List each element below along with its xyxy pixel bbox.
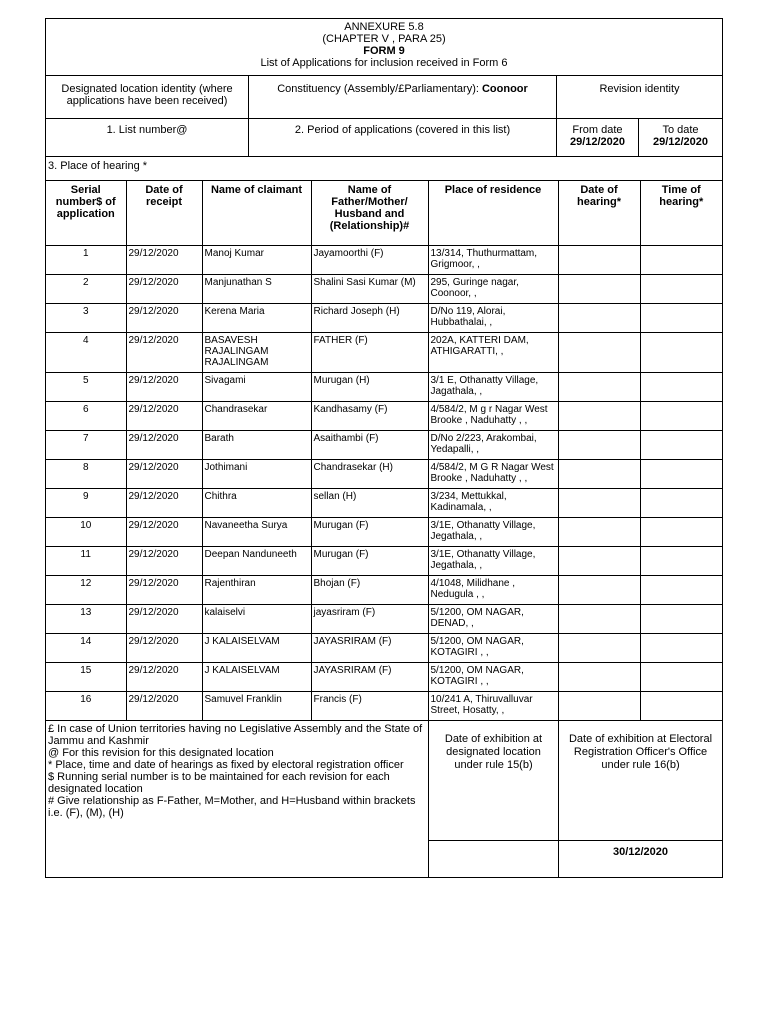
- col-name-of-claimant: Name of claimant: [202, 181, 311, 245]
- cell-name: Chithra: [202, 488, 311, 517]
- period-label: 2. Period of applications (covered in this list): [249, 119, 557, 156]
- footer-section: [46, 721, 722, 877]
- place-of-hearing-row: [46, 157, 722, 181]
- cell-residence: 3/1E, Othanatty Village, Jegathala, ,: [428, 517, 558, 546]
- col-relation: Name of Father/Mother/ Husband and (Relationship)#: [311, 181, 428, 245]
- to-date-field: [639, 119, 722, 156]
- cell-relation: Shalini Sasi Kumar (M): [311, 274, 428, 303]
- cell-residence: 202A, KATTERI DAM, ATHIGARATTI, ,: [428, 332, 558, 372]
- constituency-value: Coonoor: [481, 83, 528, 95]
- cell-relation: Murugan (F): [311, 517, 428, 546]
- cell-serial: 12: [46, 575, 126, 604]
- cell-date-of-hearing: [558, 401, 640, 430]
- exhibition-ero-column: [559, 721, 722, 877]
- cell-time-of-hearing: [640, 430, 722, 459]
- cell-time-of-hearing: [640, 274, 722, 303]
- list-number-label: 1. List number@: [46, 119, 249, 156]
- cell-name: Manjunathan S: [202, 274, 311, 303]
- constituency-field: [249, 76, 557, 118]
- cell-residence: 4/1048, Milidhane , Nedugula , ,: [428, 575, 558, 604]
- cell-name: BASAVESH RAJALINGAM RAJALINGAM: [202, 332, 311, 372]
- cell-relation: Bhojan (F): [311, 575, 428, 604]
- cell-name: Rajenthiran: [202, 575, 311, 604]
- exhibition-designated-date: [429, 841, 558, 877]
- cell-serial: 7: [46, 430, 126, 459]
- cell-date-of-hearing: [558, 633, 640, 662]
- cell-relation: jayasriram (F): [311, 604, 428, 633]
- cell-serial: 4: [46, 332, 126, 372]
- form-number: FORM 9: [363, 45, 405, 57]
- table-body: [46, 245, 722, 720]
- cell-date: 29/12/2020: [126, 575, 202, 604]
- col-date-of-receipt: Date of receipt: [126, 181, 202, 245]
- table-row: [46, 517, 722, 546]
- cell-residence: 3/234, Mettukkal, Kadinamala, ,: [428, 488, 558, 517]
- cell-date-of-hearing: [558, 662, 640, 691]
- footnotes: [46, 721, 429, 877]
- cell-date: 29/12/2020: [126, 303, 202, 332]
- table-row: [46, 332, 722, 372]
- cell-relation: JAYASRIRAM (F): [311, 662, 428, 691]
- cell-relation: Asaithambi (F): [311, 430, 428, 459]
- cell-residence: 13/314, Thuthurmattam, Grigmoor, ,: [428, 245, 558, 274]
- cell-date: 29/12/2020: [126, 274, 202, 303]
- cell-date-of-hearing: [558, 459, 640, 488]
- cell-serial: 6: [46, 401, 126, 430]
- cell-time-of-hearing: [640, 459, 722, 488]
- form-header: [46, 19, 722, 76]
- cell-date: 29/12/2020: [126, 517, 202, 546]
- cell-residence: 5/1200, OM NAGAR, KOTAGIRI , ,: [428, 633, 558, 662]
- info-row-1: [46, 76, 722, 119]
- cell-serial: 2: [46, 274, 126, 303]
- from-date-label: From date: [572, 124, 623, 136]
- cell-name: Chandrasekar: [202, 401, 311, 430]
- cell-serial: 14: [46, 633, 126, 662]
- cell-relation: JAYASRIRAM (F): [311, 633, 428, 662]
- cell-relation: Francis (F): [311, 691, 428, 720]
- cell-relation: Jayamoorthi (F): [311, 245, 428, 274]
- constituency-label: Constituency (Assembly/£Parliamentary):: [277, 83, 482, 95]
- cell-residence: 4/584/2, M g r Nagar West Brooke , Naduhatty , ,: [428, 401, 558, 430]
- table-row: [46, 372, 722, 401]
- footnote-union-territories: £ In case of Union territories having no Legislative Assembly and the State of Jammu and Kashmir: [48, 722, 423, 747]
- cell-time-of-hearing: [640, 401, 722, 430]
- cell-date-of-hearing: [558, 691, 640, 720]
- cell-date-of-hearing: [558, 488, 640, 517]
- to-date-label: To date: [662, 124, 699, 136]
- cell-serial: 13: [46, 604, 126, 633]
- cell-serial: 11: [46, 546, 126, 575]
- cell-residence: D/No 119, Alorai, Hubbathalai, ,: [428, 303, 558, 332]
- footnote-relationship: # Give relationship as F-Father, M=Mother, and H=Husband within brackets i.e. (F), (M), (H): [48, 794, 416, 819]
- cell-name: Navaneetha Surya: [202, 517, 311, 546]
- cell-name: Deepan Nanduneeth: [202, 546, 311, 575]
- cell-date: 29/12/2020: [126, 546, 202, 575]
- cell-time-of-hearing: [640, 633, 722, 662]
- table-row: [46, 546, 722, 575]
- cell-relation: Murugan (H): [311, 372, 428, 401]
- cell-serial: 5: [46, 372, 126, 401]
- exhibition-ero-label: Date of exhibition at Electoral Registration Officer's Office under rule 16(b): [559, 721, 722, 841]
- cell-date: 29/12/2020: [126, 488, 202, 517]
- cell-time-of-hearing: [640, 488, 722, 517]
- cell-serial: 3: [46, 303, 126, 332]
- table-row: [46, 430, 722, 459]
- cell-residence: 295, Guringe nagar, Coonoor, ,: [428, 274, 558, 303]
- cell-serial: 1: [46, 245, 126, 274]
- cell-time-of-hearing: [640, 604, 722, 633]
- cell-residence: 5/1200, OM NAGAR, KOTAGIRI , ,: [428, 662, 558, 691]
- cell-serial: 8: [46, 459, 126, 488]
- cell-serial: 15: [46, 662, 126, 691]
- cell-date-of-hearing: [558, 430, 640, 459]
- exhibition-designated-column: [429, 721, 559, 877]
- cell-date: 29/12/2020: [126, 691, 202, 720]
- cell-name: Barath: [202, 430, 311, 459]
- cell-residence: 5/1200, OM NAGAR, DENAD, ,: [428, 604, 558, 633]
- cell-relation: Richard Joseph (H): [311, 303, 428, 332]
- cell-date: 29/12/2020: [126, 372, 202, 401]
- cell-relation: Chandrasekar (H): [311, 459, 428, 488]
- revision-identity-label: Revision identity: [599, 83, 680, 95]
- cell-name: Jothimani: [202, 459, 311, 488]
- footnote-hearings: * Place, time and date of hearings as fixed by electoral registration officer: [48, 758, 404, 771]
- cell-relation: Kandhasamy (F): [311, 401, 428, 430]
- cell-residence: D/No 2/223, Arakombai, Yedapalli, ,: [428, 430, 558, 459]
- cell-time-of-hearing: [640, 662, 722, 691]
- cell-name: Manoj Kumar: [202, 245, 311, 274]
- designated-location-label: Designated location identity (where applications have been received): [46, 76, 249, 118]
- cell-date-of-hearing: [558, 546, 640, 575]
- table-row: [46, 662, 722, 691]
- cell-relation: sellan (H): [311, 488, 428, 517]
- cell-residence: 10/241 A, Thiruvalluvar Street, Hosatty, ,: [428, 691, 558, 720]
- applications-table: [46, 181, 722, 721]
- cell-residence: 3/1 E, Othanatty Village, Jagathala, ,: [428, 372, 558, 401]
- cell-date-of-hearing: [558, 517, 640, 546]
- cell-serial: 16: [46, 691, 126, 720]
- cell-date: 29/12/2020: [126, 633, 202, 662]
- cell-date-of-hearing: [558, 604, 640, 633]
- from-date-field: [557, 119, 639, 156]
- footnote-revision: @ For this revision for this designated location: [48, 746, 274, 759]
- info-row-2: [46, 119, 722, 157]
- cell-name: kalaiselvi: [202, 604, 311, 633]
- col-time-of-hearing: Time of hearing*: [640, 181, 722, 245]
- cell-name: Samuvel Franklin: [202, 691, 311, 720]
- form-9-document: [45, 18, 723, 878]
- cell-name: J KALAISELVAM: [202, 662, 311, 691]
- from-date-value: 29/12/2020: [569, 136, 626, 148]
- cell-name: Sivagami: [202, 372, 311, 401]
- exhibition-designated-label: Date of exhibition at designated location under rule 15(b): [429, 721, 558, 841]
- table-row: [46, 401, 722, 430]
- col-date-of-hearing: Date of hearing*: [558, 181, 640, 245]
- table-row: [46, 575, 722, 604]
- cell-relation: FATHER (F): [311, 332, 428, 372]
- table-row: [46, 274, 722, 303]
- cell-date: 29/12/2020: [126, 459, 202, 488]
- cell-time-of-hearing: [640, 546, 722, 575]
- cell-date: 29/12/2020: [126, 604, 202, 633]
- col-place-of-residence: Place of residence: [428, 181, 558, 245]
- cell-date-of-hearing: [558, 575, 640, 604]
- cell-name: Kerena Maria: [202, 303, 311, 332]
- cell-date: 29/12/2020: [126, 332, 202, 372]
- exhibition-ero-date: 30/12/2020: [612, 845, 669, 858]
- cell-time-of-hearing: [640, 245, 722, 274]
- cell-residence: 4/584/2, M G R Nagar West Brooke , Naduhatty , ,: [428, 459, 558, 488]
- cell-time-of-hearing: [640, 691, 722, 720]
- table-row: [46, 459, 722, 488]
- cell-serial: 9: [46, 488, 126, 517]
- annexure-title: ANNEXURE 5.8: [344, 21, 424, 33]
- cell-residence: 3/1E, Othanatty Village, Jegathala, ,: [428, 546, 558, 575]
- footnote-serial-number: $ Running serial number is to be maintained for each revision for each designated location: [48, 770, 390, 795]
- cell-date-of-hearing: [558, 274, 640, 303]
- col-serial-number: Serial number$ of application: [46, 181, 126, 245]
- to-date-value: 29/12/2020: [652, 136, 709, 148]
- cell-date-of-hearing: [558, 372, 640, 401]
- table-row: [46, 245, 722, 274]
- table-row: [46, 633, 722, 662]
- cell-date-of-hearing: [558, 332, 640, 372]
- cell-time-of-hearing: [640, 332, 722, 372]
- cell-date: 29/12/2020: [126, 245, 202, 274]
- form-subtitle: List of Applications for inclusion received in Form 6: [260, 57, 508, 69]
- cell-date-of-hearing: [558, 245, 640, 274]
- table-row: [46, 604, 722, 633]
- cell-relation: Murugan (F): [311, 546, 428, 575]
- cell-time-of-hearing: [640, 517, 722, 546]
- table-row: [46, 691, 722, 720]
- table-row: [46, 303, 722, 332]
- place-of-hearing-label: 3. Place of hearing *: [48, 160, 148, 172]
- cell-time-of-hearing: [640, 372, 722, 401]
- cell-date-of-hearing: [558, 303, 640, 332]
- table-row: [46, 488, 722, 517]
- cell-time-of-hearing: [640, 303, 722, 332]
- table-header-row: [46, 181, 722, 245]
- cell-name: J KALAISELVAM: [202, 633, 311, 662]
- cell-date: 29/12/2020: [126, 662, 202, 691]
- cell-date: 29/12/2020: [126, 430, 202, 459]
- cell-date: 29/12/2020: [126, 401, 202, 430]
- cell-time-of-hearing: [640, 575, 722, 604]
- cell-serial: 10: [46, 517, 126, 546]
- chapter-reference: (CHAPTER V , PARA 25): [322, 33, 446, 45]
